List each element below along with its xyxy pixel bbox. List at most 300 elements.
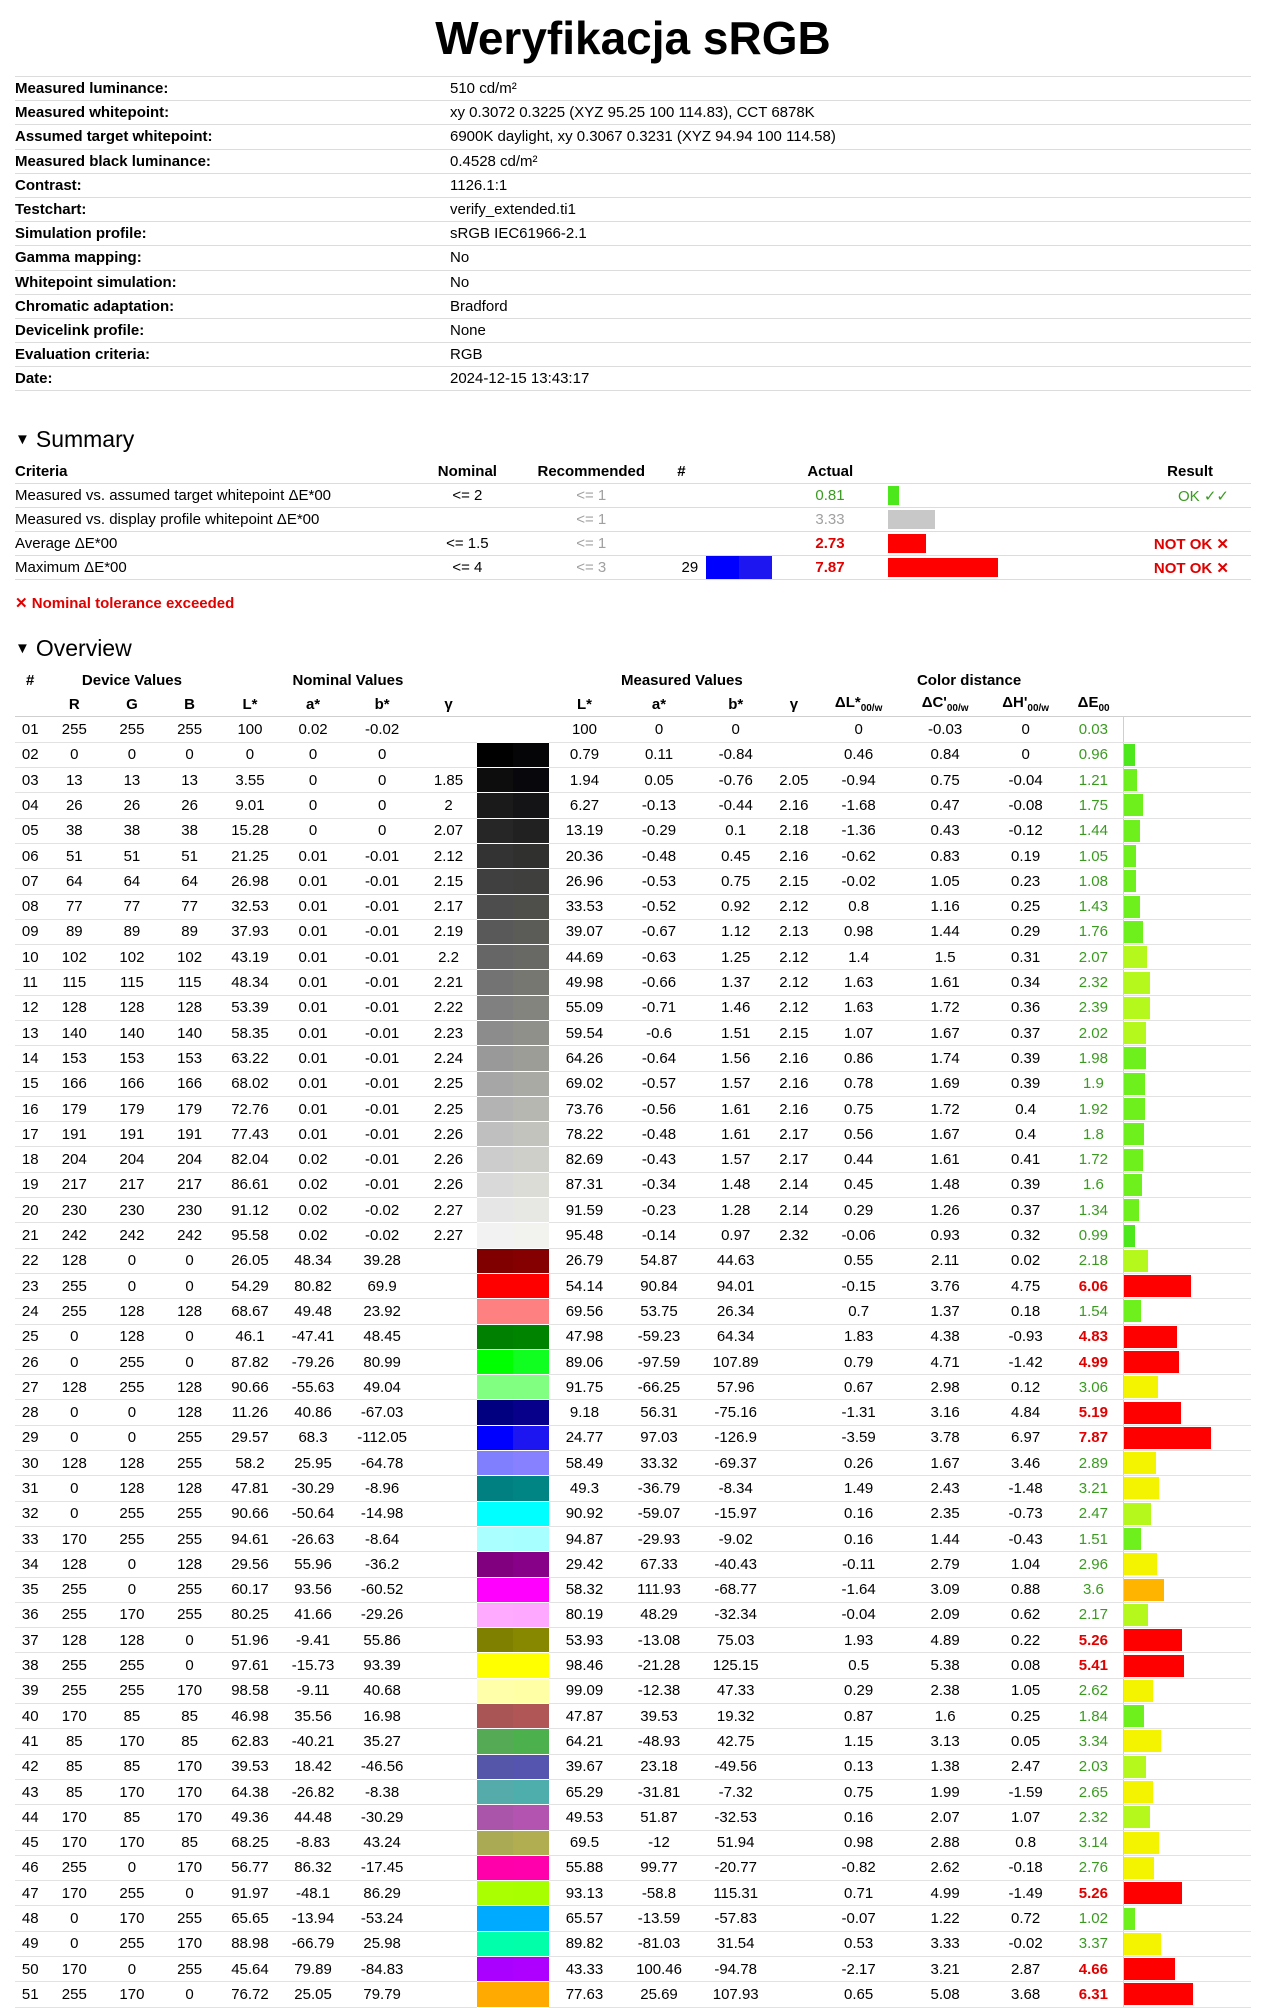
- value-cell: 0: [45, 1324, 103, 1349]
- value-cell: 170: [103, 1602, 161, 1627]
- delta-e-bar: [1124, 769, 1137, 791]
- value-cell: -30.29: [345, 1805, 420, 1830]
- value-cell: 0.08: [988, 1653, 1064, 1678]
- value-cell: 88.98: [218, 1931, 281, 1956]
- value-cell: 0.02: [282, 1172, 345, 1197]
- delta-e-bar: [1124, 1680, 1153, 1702]
- value-cell: -29.26: [345, 1602, 420, 1627]
- value-cell: 0.12: [988, 1375, 1064, 1400]
- value-cell: 2.16: [773, 1096, 814, 1121]
- value-cell: 255: [45, 1577, 103, 1602]
- value-cell: 0: [282, 818, 345, 843]
- patch-number-cell: [657, 508, 707, 532]
- value-cell: 3.16: [903, 1400, 988, 1425]
- value-cell: 49.36: [218, 1805, 281, 1830]
- value-cell: 217: [103, 1172, 161, 1197]
- value-cell: 04: [15, 793, 45, 818]
- value-cell: 11.26: [218, 1400, 281, 1425]
- delta-e-bar-cell: [1124, 919, 1251, 944]
- delta-e-bar-cell: [1124, 869, 1251, 894]
- value-cell: 3.55: [218, 768, 281, 793]
- delta-e-bar: [1124, 1983, 1193, 2005]
- delta-e-bar-cell: [1124, 1678, 1251, 1703]
- value-cell: 27: [15, 1375, 45, 1400]
- value-cell: 170: [45, 1805, 103, 1830]
- value-cell: 0: [103, 742, 161, 767]
- value-cell: 5.08: [903, 1982, 988, 2007]
- delta-e-value: 0.99: [1064, 1223, 1124, 1248]
- value-cell: -0.11: [815, 1552, 903, 1577]
- value-cell: 128: [161, 1375, 219, 1400]
- info-value: 0.4528 cd/m²: [450, 149, 1251, 173]
- patch-swatch: [477, 1754, 549, 1779]
- value-cell: 90.84: [620, 1273, 698, 1298]
- value-cell: -17.45: [345, 1855, 420, 1880]
- value-cell: 255: [45, 1273, 103, 1298]
- value-cell: 80.19: [549, 1602, 620, 1627]
- value-cell: 80.82: [282, 1273, 345, 1298]
- value-cell: -0.01: [345, 1071, 420, 1096]
- value-cell: 153: [103, 1046, 161, 1071]
- value-cell: 11: [15, 970, 45, 995]
- value-cell: [420, 1552, 478, 1577]
- value-cell: -53.24: [345, 1906, 420, 1931]
- value-cell: 51: [45, 843, 103, 868]
- value-cell: -13.94: [282, 1906, 345, 1931]
- value-cell: 99.09: [549, 1678, 620, 1703]
- criteria-header: Criteria: [15, 459, 409, 484]
- delta-e-bar: [1124, 1908, 1135, 1930]
- delta-e-value: 1.43: [1064, 894, 1124, 919]
- actual-bar: [888, 486, 899, 505]
- value-cell: 0: [988, 717, 1064, 742]
- patch-swatch: [477, 894, 549, 919]
- value-cell: 0: [698, 717, 773, 742]
- value-cell: 128: [103, 1628, 161, 1653]
- value-cell: 0: [103, 1248, 161, 1273]
- table-row: [15, 1451, 1251, 1476]
- value-cell: 85: [103, 1704, 161, 1729]
- column-header: γ: [773, 692, 814, 717]
- patch-swatch: [477, 970, 549, 995]
- value-cell: -40.43: [698, 1552, 773, 1577]
- column-header: $\Delta E_{00}$: [1064, 692, 1124, 717]
- value-cell: 128: [45, 1451, 103, 1476]
- value-cell: 0: [45, 1349, 103, 1374]
- value-cell: 0.02: [282, 1147, 345, 1172]
- value-cell: -48.93: [620, 1729, 698, 1754]
- criteria-cell: Average ΔE*00: [15, 532, 409, 556]
- delta-e-value: 1.21: [1064, 768, 1124, 793]
- delta-e-bar-cell: [1124, 1147, 1251, 1172]
- value-cell: 255: [45, 1678, 103, 1703]
- value-cell: -0.02: [815, 869, 903, 894]
- column-header: a*: [620, 692, 698, 717]
- delta-e-bar-cell: [1124, 1729, 1251, 1754]
- value-cell: 166: [45, 1071, 103, 1096]
- delta-e-value: 2.47: [1064, 1501, 1124, 1526]
- value-cell: [773, 1451, 814, 1476]
- table-row: [15, 1349, 1251, 1374]
- delta-e-value: 4.99: [1064, 1349, 1124, 1374]
- value-cell: 0: [161, 1349, 219, 1374]
- patch-swatch: [477, 1071, 549, 1096]
- value-cell: 47: [15, 1881, 45, 1906]
- value-cell: 16.98: [345, 1704, 420, 1729]
- value-cell: 18.42: [282, 1754, 345, 1779]
- patch-swatch: [477, 919, 549, 944]
- value-cell: -97.59: [620, 1349, 698, 1374]
- delta-e-bar: [1124, 1832, 1159, 1854]
- value-cell: 85: [45, 1754, 103, 1779]
- value-cell: 0.4: [988, 1096, 1064, 1121]
- value-cell: 77: [161, 894, 219, 919]
- table-row: [15, 1501, 1251, 1526]
- table-row: [15, 1400, 1251, 1425]
- delta-e-value: 1.44: [1064, 818, 1124, 843]
- value-cell: 48: [15, 1906, 45, 1931]
- value-cell: 28: [15, 1400, 45, 1425]
- delta-e-bar-cell: [1124, 1602, 1251, 1627]
- value-cell: 54.29: [218, 1273, 281, 1298]
- value-cell: -3.59: [815, 1425, 903, 1450]
- delta-e-value: 1.98: [1064, 1046, 1124, 1071]
- value-cell: 255: [161, 717, 219, 742]
- value-cell: 64.38: [218, 1779, 281, 1804]
- value-cell: 128: [103, 1476, 161, 1501]
- value-cell: 2.09: [903, 1602, 988, 1627]
- table-row: [15, 1122, 1251, 1147]
- value-cell: 2.05: [773, 768, 814, 793]
- info-table: [15, 76, 1251, 391]
- value-cell: 0.5: [815, 1653, 903, 1678]
- table-row: [15, 818, 1251, 843]
- overview-heading[interactable]: ▼ Overview: [15, 635, 132, 662]
- info-key: Evaluation criteria:: [15, 343, 450, 367]
- delta-e-bar-cell: [1124, 1375, 1251, 1400]
- value-cell: -0.56: [620, 1096, 698, 1121]
- actual-value: 0.81: [772, 484, 868, 508]
- value-cell: -49.56: [698, 1754, 773, 1779]
- column-header: b*: [345, 692, 420, 717]
- value-cell: 2.62: [903, 1855, 988, 1880]
- criteria-cell: Maximum ΔE*00: [15, 556, 409, 580]
- delta-e-bar: [1124, 972, 1150, 994]
- table-row: [15, 945, 1251, 970]
- patch-swatch: [477, 1198, 549, 1223]
- actual-bar: [888, 558, 998, 577]
- column-header: γ: [420, 692, 478, 717]
- value-cell: 0.56: [815, 1122, 903, 1147]
- value-cell: 0.01: [282, 843, 345, 868]
- value-cell: 15: [15, 1071, 45, 1096]
- value-cell: -0.34: [620, 1172, 698, 1197]
- value-cell: 44: [15, 1805, 45, 1830]
- table-row: [15, 1096, 1251, 1121]
- value-cell: -26.63: [282, 1526, 345, 1551]
- patch-number-cell: [657, 484, 707, 508]
- delta-e-bar-cell: [1124, 768, 1251, 793]
- value-cell: 16: [15, 1096, 45, 1121]
- value-cell: 0.23: [988, 869, 1064, 894]
- delta-e-bar: [1124, 1300, 1141, 1322]
- value-cell: 85: [103, 1754, 161, 1779]
- value-cell: [420, 1982, 478, 2007]
- value-cell: 77.63: [549, 1982, 620, 2007]
- summary-row: [15, 556, 1251, 580]
- info-row: [15, 173, 1251, 197]
- nominal-cell: <= 2: [409, 484, 526, 508]
- value-cell: 115: [161, 970, 219, 995]
- value-cell: 230: [103, 1198, 161, 1223]
- value-cell: [773, 1830, 814, 1855]
- info-value: xy 0.3072 0.3225 (XYZ 95.25 100 114.83), CCT 6878K: [450, 101, 1251, 125]
- value-cell: 2.18: [773, 818, 814, 843]
- result-cell: [998, 508, 1251, 532]
- info-value: 510 cd/m²: [450, 77, 1251, 101]
- value-cell: 0.25: [988, 894, 1064, 919]
- value-cell: 4.71: [903, 1349, 988, 1374]
- value-cell: [420, 1779, 478, 1804]
- value-cell: 0.19: [988, 843, 1064, 868]
- patch-swatch: [477, 1830, 549, 1855]
- value-cell: -68.77: [698, 1577, 773, 1602]
- delta-e-value: 2.02: [1064, 1021, 1124, 1046]
- delta-e-bar-cell: [1124, 742, 1251, 767]
- delta-e-bar-cell: [1124, 1122, 1251, 1147]
- delta-e-bar: [1124, 1933, 1161, 1955]
- value-cell: 5.38: [903, 1653, 988, 1678]
- value-cell: 2.47: [988, 1754, 1064, 1779]
- value-cell: 1.6: [903, 1704, 988, 1729]
- value-cell: 0.29: [815, 1678, 903, 1703]
- value-cell: 51: [161, 843, 219, 868]
- delta-e-value: 6.06: [1064, 1273, 1124, 1298]
- table-row: [15, 1704, 1251, 1729]
- value-cell: 140: [161, 1021, 219, 1046]
- value-cell: 1.85: [420, 768, 478, 793]
- value-cell: -14.98: [345, 1501, 420, 1526]
- value-cell: 0: [282, 793, 345, 818]
- value-cell: 0.98: [815, 1830, 903, 1855]
- value-cell: 13: [15, 1021, 45, 1046]
- value-cell: -0.52: [620, 894, 698, 919]
- delta-e-value: 5.19: [1064, 1400, 1124, 1425]
- value-cell: 1.48: [903, 1172, 988, 1197]
- value-cell: 2.22: [420, 995, 478, 1020]
- value-cell: 99.77: [620, 1855, 698, 1880]
- summary-row: [15, 484, 1251, 508]
- value-cell: [420, 717, 478, 742]
- value-cell: 1.57: [698, 1071, 773, 1096]
- value-cell: 85: [161, 1729, 219, 1754]
- value-cell: 2.17: [420, 894, 478, 919]
- value-cell: -32.34: [698, 1602, 773, 1627]
- value-cell: 2.2: [420, 945, 478, 970]
- patch-swatch: [477, 995, 549, 1020]
- value-cell: [773, 1273, 814, 1298]
- value-cell: [420, 1881, 478, 1906]
- recommended-cell: <= 3: [526, 556, 657, 580]
- value-cell: 90.66: [218, 1375, 281, 1400]
- value-cell: 21.25: [218, 843, 281, 868]
- delta-e-bar-cell: [1124, 1273, 1251, 1298]
- delta-e-bar: [1124, 1073, 1145, 1095]
- value-cell: 1.44: [903, 919, 988, 944]
- info-row: [15, 197, 1251, 221]
- value-cell: 255: [161, 1602, 219, 1627]
- patch-swatch: [477, 818, 549, 843]
- delta-e-value: 2.07: [1064, 945, 1124, 970]
- value-cell: 1.22: [903, 1906, 988, 1931]
- value-cell: 217: [45, 1172, 103, 1197]
- value-cell: 166: [161, 1071, 219, 1096]
- value-cell: 255: [161, 1906, 219, 1931]
- value-cell: [773, 1906, 814, 1931]
- delta-e-bar-cell: [1124, 1476, 1251, 1501]
- delta-e-bar-cell: [1124, 1552, 1251, 1577]
- value-cell: 17: [15, 1122, 45, 1147]
- delta-e-bar: [1124, 1402, 1181, 1424]
- info-row: [15, 222, 1251, 246]
- value-cell: 255: [103, 1931, 161, 1956]
- info-value: RGB: [450, 343, 1251, 367]
- value-cell: 91.75: [549, 1375, 620, 1400]
- value-cell: 29.57: [218, 1425, 281, 1450]
- value-cell: 85: [45, 1729, 103, 1754]
- value-cell: 0: [45, 1906, 103, 1931]
- delta-e-value: 2.89: [1064, 1451, 1124, 1476]
- delta-e-value: 2.03: [1064, 1754, 1124, 1779]
- value-cell: -0.18: [988, 1855, 1064, 1880]
- table-row: [15, 970, 1251, 995]
- value-cell: [420, 1931, 478, 1956]
- value-cell: [773, 1754, 814, 1779]
- value-cell: 64: [103, 869, 161, 894]
- delta-e-value: 1.05: [1064, 843, 1124, 868]
- info-value: None: [450, 318, 1251, 342]
- column-header: G: [103, 692, 161, 717]
- value-cell: 75.03: [698, 1628, 773, 1653]
- value-cell: -8.96: [345, 1476, 420, 1501]
- value-cell: 1.93: [815, 1628, 903, 1653]
- num-header: #: [657, 459, 707, 484]
- table-row: [15, 1021, 1251, 1046]
- value-cell: 1.61: [903, 1147, 988, 1172]
- index-header: #: [26, 671, 35, 689]
- value-cell: 0.02: [282, 717, 345, 742]
- value-cell: [773, 1299, 814, 1324]
- value-cell: 69.9: [345, 1273, 420, 1298]
- value-cell: 9.18: [549, 1400, 620, 1425]
- value-cell: -0.66: [620, 970, 698, 995]
- value-cell: 1.07: [988, 1805, 1064, 1830]
- value-cell: 170: [161, 1805, 219, 1830]
- value-cell: 35.27: [345, 1729, 420, 1754]
- patch-swatch: [477, 717, 549, 742]
- delta-e-bar: [1124, 1705, 1144, 1727]
- value-cell: 255: [103, 1501, 161, 1526]
- value-cell: 0: [345, 742, 420, 767]
- page-title: Weryfikacja sRGB: [435, 12, 831, 64]
- table-row: [15, 1779, 1251, 1804]
- patch-swatch: [477, 1223, 549, 1248]
- value-cell: 90.66: [218, 1501, 281, 1526]
- actual-bar-cell: [888, 532, 998, 556]
- value-cell: 255: [45, 1653, 103, 1678]
- value-cell: 255: [103, 1653, 161, 1678]
- table-row: [15, 1956, 1251, 1981]
- value-cell: 1.04: [988, 1552, 1064, 1577]
- value-cell: 0.67: [815, 1375, 903, 1400]
- delta-e-value: 2.39: [1064, 995, 1124, 1020]
- collapse-triangle-icon[interactable]: ▼: [15, 640, 30, 658]
- value-cell: 42.75: [698, 1729, 773, 1754]
- value-cell: 1.25: [698, 945, 773, 970]
- value-cell: 0.11: [620, 742, 698, 767]
- collapse-triangle-icon[interactable]: ▼: [15, 431, 30, 449]
- patch-number-cell: [657, 532, 707, 556]
- summary-heading[interactable]: ▼ Summary: [15, 426, 135, 453]
- value-cell: -0.01: [345, 843, 420, 868]
- info-value: Bradford: [450, 294, 1251, 318]
- value-cell: 54.14: [549, 1273, 620, 1298]
- actual-bar: [888, 534, 926, 553]
- value-cell: 25.69: [620, 1982, 698, 2007]
- table-row: [15, 1577, 1251, 1602]
- value-cell: 43.19: [218, 945, 281, 970]
- value-cell: 85: [161, 1704, 219, 1729]
- delta-e-bar-cell: [1124, 1805, 1251, 1830]
- value-cell: 82.69: [549, 1147, 620, 1172]
- value-cell: -0.02: [345, 1198, 420, 1223]
- value-cell: 204: [161, 1147, 219, 1172]
- value-cell: 86.29: [345, 1881, 420, 1906]
- value-cell: 31.54: [698, 1931, 773, 1956]
- patch-swatch: [477, 1273, 549, 1298]
- value-cell: 0.26: [815, 1451, 903, 1476]
- delta-e-bar: [1124, 1047, 1146, 1069]
- value-cell: -0.93: [988, 1324, 1064, 1349]
- value-cell: 0.75: [903, 768, 988, 793]
- patch-swatch: [477, 1906, 549, 1931]
- delta-e-value: 2.32: [1064, 1805, 1124, 1830]
- delta-e-bar-cell: [1124, 1248, 1251, 1273]
- table-row: [15, 1931, 1251, 1956]
- column-header: b*: [698, 692, 773, 717]
- delta-e-bar: [1124, 1857, 1154, 1879]
- value-cell: -0.64: [620, 1046, 698, 1071]
- value-cell: 0.39: [988, 1172, 1064, 1197]
- delta-e-bar-cell: [1124, 1830, 1251, 1855]
- value-cell: -66.25: [620, 1375, 698, 1400]
- value-cell: 242: [45, 1223, 103, 1248]
- value-cell: 25.98: [345, 1931, 420, 1956]
- color-distance-header: Color distance: [916, 671, 1022, 689]
- value-cell: 05: [15, 818, 45, 843]
- value-cell: 0: [103, 1273, 161, 1298]
- summary-row: [15, 532, 1251, 556]
- patch-swatch: [477, 843, 549, 868]
- value-cell: -94.78: [698, 1956, 773, 1981]
- value-cell: 1.05: [903, 869, 988, 894]
- value-cell: 128: [45, 1628, 103, 1653]
- result-cell: OK ✓✓: [998, 484, 1251, 508]
- value-cell: 2.26: [420, 1172, 478, 1197]
- summary-row: [15, 508, 1251, 532]
- value-cell: 0.65: [815, 1982, 903, 2007]
- patch-swatch: [477, 1577, 549, 1602]
